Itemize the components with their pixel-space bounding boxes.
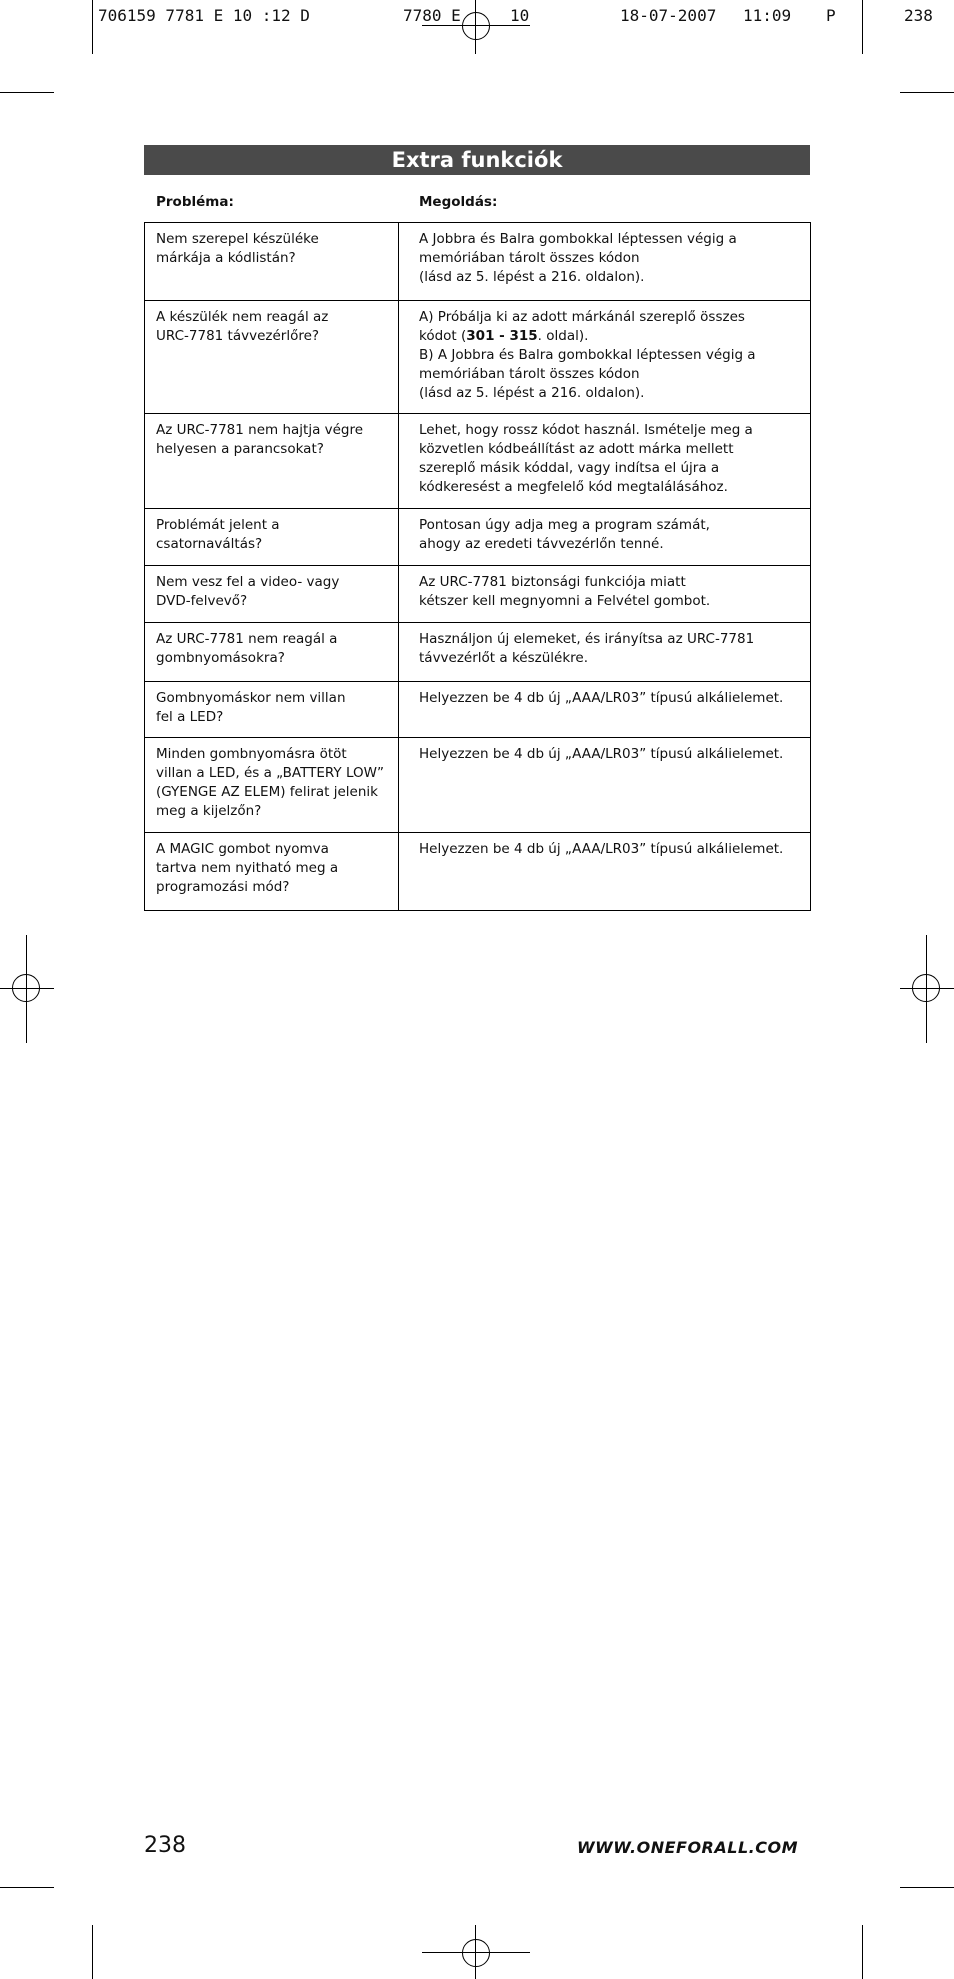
registration-circle — [462, 1939, 490, 1967]
crop-mark — [862, 1925, 863, 1979]
website-url: WWW.ONEFORALL.COM — [576, 1838, 798, 1857]
table-row — [145, 738, 811, 833]
slug-time: 11:09 — [743, 6, 792, 25]
slug-file: 7780 E — [403, 6, 461, 25]
problem-column-header: Probléma: — [156, 194, 234, 210]
solution-text: . oldal). — [537, 328, 589, 344]
solution-cell: Helyezzen be 4 db új „AAA/LR03” típusú alkálielemet. — [399, 738, 811, 833]
table-row — [145, 301, 811, 414]
solution-text: B) A Jobbra és Balra gombokkal léptessen végig a memóriában tárolt összes kódon (lásd az 5. lépést a 216. oldalon). — [419, 347, 756, 401]
problem-cell: A MAGIC gombot nyomva tartva nem nyitható meg a programozási mód? — [145, 833, 399, 911]
solution-cell: Helyezzen be 4 db új „AAA/LR03” típusú alkálielemet. — [399, 833, 811, 911]
crop-mark — [0, 92, 54, 93]
problem-cell: Nem vesz fel a video- vagy DVD-felvevő? — [145, 566, 399, 623]
solution-cell: Pontosan úgy adja meg a program számát, ahogy az eredeti távvezérlőn tenné. — [399, 509, 811, 566]
table-row — [145, 682, 811, 738]
slug-page: 238 — [904, 6, 933, 25]
solution-cell: Használjon új elemeket, és irányítsa az URC-7781 távvezérlőt a készülékre. — [399, 623, 811, 682]
solution-cell — [399, 301, 811, 414]
problem-cell: Gombnyomáskor nem villan fel a LED? — [145, 682, 399, 738]
crop-mark — [92, 0, 93, 54]
solution-text: A) Próbálja ki az adott márkánál szereplő összes kódot ( — [419, 309, 745, 344]
crop-mark — [0, 1887, 54, 1888]
slug-date: 18-07-2007 — [620, 6, 717, 25]
registration-circle — [462, 12, 490, 40]
table-row — [145, 223, 811, 301]
table-row — [145, 414, 811, 509]
registration-circle — [12, 974, 40, 1002]
solution-cell: A Jobbra és Balra gombokkal léptessen végig a memóriában tárolt összes kódon (lásd az 5. lépést a 216. oldalon). — [399, 223, 811, 301]
table-row — [145, 509, 811, 566]
page-title: Extra funkciók — [144, 145, 810, 175]
crop-mark — [862, 0, 863, 54]
problem-cell: Az URC-7781 nem reagál a gombnyomásokra? — [145, 623, 399, 682]
table-row — [145, 623, 811, 682]
code-range: 301 - 315 — [466, 328, 538, 344]
slug-page-ref: 10 — [510, 6, 530, 25]
troubleshooting-table — [144, 222, 811, 911]
table-row — [145, 566, 811, 623]
crop-mark — [900, 92, 954, 93]
solution-column-header: Megoldás: — [419, 194, 498, 210]
problem-cell: Nem szerepel készüléke márkája a kódlistán? — [145, 223, 399, 301]
problem-cell: Az URC-7781 nem hajtja végre helyesen a parancsokat? — [145, 414, 399, 509]
solution-cell: Az URC-7781 biztonsági funkciója miatt kétszer kell megnyomni a Felvétel gombot. — [399, 566, 811, 623]
crop-mark — [92, 1925, 93, 1979]
slug-job: 706159 7781 E 10 :12 D — [98, 6, 310, 25]
problem-cell: A készülék nem reagál az URC-7781 távvezérlőre? — [145, 301, 399, 414]
problem-cell: Problémát jelent a csatornaváltás? — [145, 509, 399, 566]
print-slug — [98, 4, 942, 26]
crop-mark — [900, 1887, 954, 1888]
page-number: 238 — [144, 1833, 186, 1858]
solution-cell: Helyezzen be 4 db új „AAA/LR03” típusú alkálielemet. — [399, 682, 811, 738]
slug-plate: P — [826, 6, 836, 25]
solution-cell: Lehet, hogy rossz kódot használ. Ismételje meg a közvetlen kódbeállítást az adott márka mellett szereplő másik kóddal, vagy indítsa el újra a kódkeresést a megfelelő kód megtalálásához. — [399, 414, 811, 509]
registration-circle — [912, 974, 940, 1002]
table-row — [145, 833, 811, 911]
problem-cell: Minden gombnyomásra ötöt villan a LED, és a „BATTERY LOW” (GYENGE AZ ELEM) felirat jelenik meg a kijelzőn? — [145, 738, 399, 833]
